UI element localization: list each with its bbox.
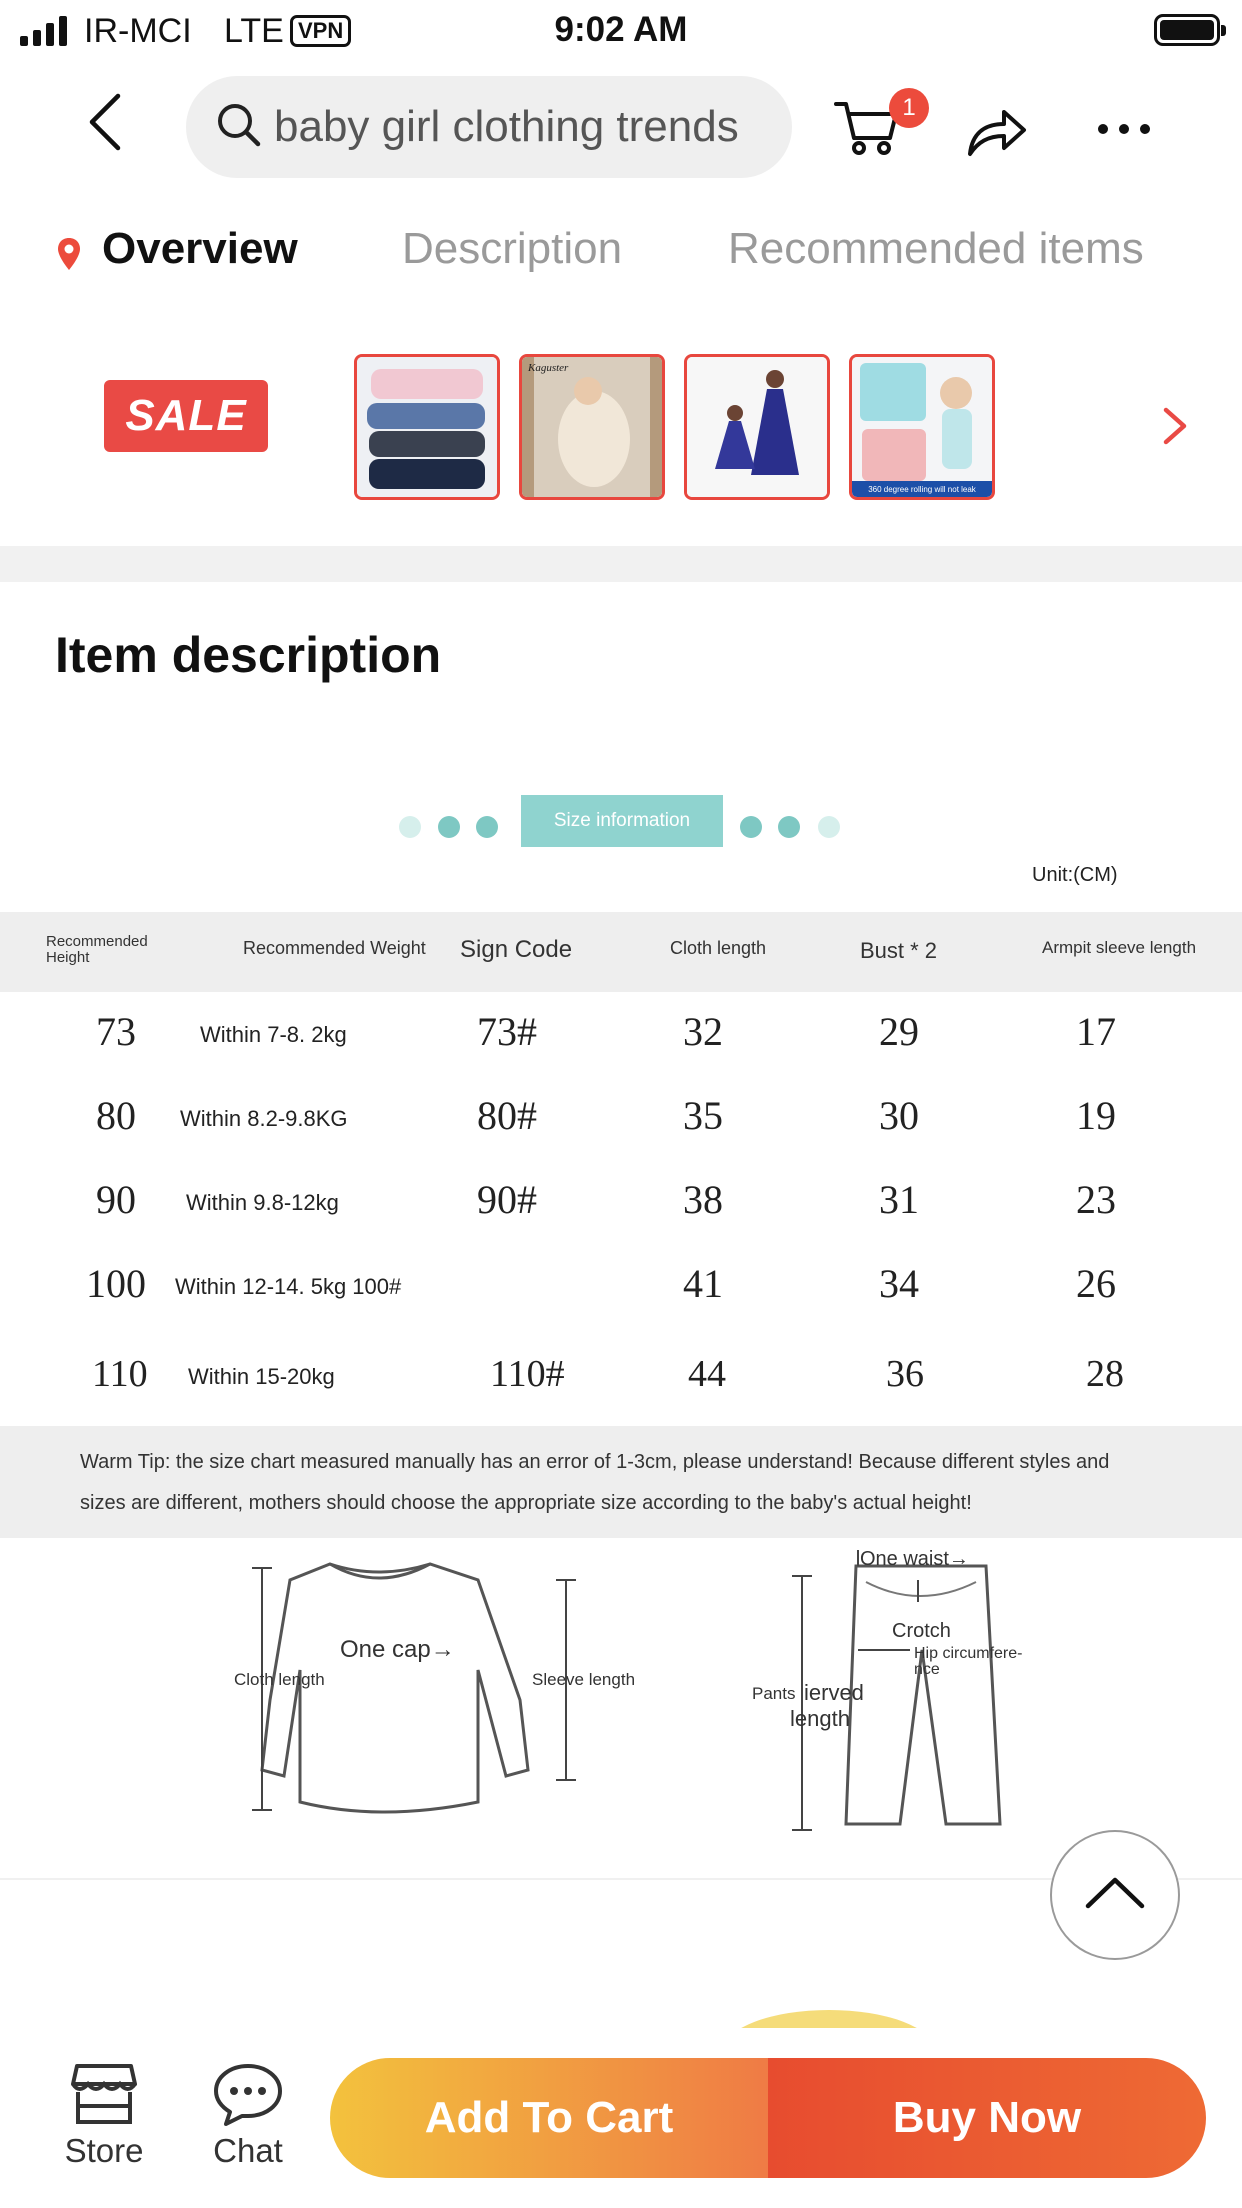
section-separator xyxy=(0,546,1242,582)
diagram-label: ierved xyxy=(804,1680,864,1705)
diagram-label: Sleeve length xyxy=(532,1670,636,1689)
svg-text:360 degree rolling will not le: 360 degree rolling will not leak xyxy=(868,485,976,494)
warm-tip-text: Warm Tip: the size chart measured manually has an error of 1-3cm, please understand! Because different styles and sizes are different, mothers should choose the appropriate size according to the baby's actual height! xyxy=(80,1451,1110,1514)
buy-now-button[interactable]: Buy Now xyxy=(768,2058,1206,2178)
header-bust: Bust * 2 xyxy=(860,938,938,963)
size-information-badge: Size information xyxy=(521,795,723,847)
share-button[interactable] xyxy=(964,100,1028,164)
size-chart-image xyxy=(0,740,1242,1880)
store-button[interactable] xyxy=(56,2062,152,2170)
baby-pants-thumbnail xyxy=(852,357,992,497)
network-type: LTE xyxy=(224,12,284,50)
section-title: Item description xyxy=(55,627,442,683)
diagram-label: One cap→ xyxy=(340,1636,455,1663)
tab-recommended-items[interactable]: Recommended items xyxy=(728,224,1144,273)
header-sign-code: Sign Code xyxy=(460,936,573,963)
table-row: 100 Within 12-14. 5kg 100# 41 34 26 xyxy=(86,1261,1116,1306)
chat-label: Chat xyxy=(213,2132,283,2169)
unit-label: Unit:(CM) xyxy=(1032,864,1118,886)
table-row: 73 Within 7-8. 2kg 73# 32 29 17 xyxy=(96,1009,1116,1054)
diagram-label: Hip circumfere-nce xyxy=(914,1645,1023,1678)
tab-description[interactable]: Description xyxy=(402,224,623,273)
sweater-diagram-icon xyxy=(0,1540,1242,1860)
thumbnail-baby-pants[interactable] xyxy=(849,354,995,500)
top-navigation xyxy=(0,70,1242,182)
diagram-label: length xyxy=(790,1706,850,1731)
table-row: 80 Within 8.2-9.8KG 80# 35 30 19 xyxy=(96,1093,1116,1138)
chat-button[interactable] xyxy=(200,2062,296,2170)
folded-sweaters-thumbnail xyxy=(357,357,497,497)
measurement-diagram xyxy=(0,1540,1242,1860)
header-recommended-weight: Recommended Weight xyxy=(243,938,426,958)
search-input[interactable] xyxy=(274,96,774,158)
purchase-buttons xyxy=(330,2058,1206,2178)
recommendation-strip xyxy=(0,354,1242,504)
store-icon xyxy=(69,2062,139,2126)
vpn-badge: VPN xyxy=(290,15,351,47)
header-cloth-length: Cloth length xyxy=(670,938,767,958)
back-button[interactable] xyxy=(86,92,146,162)
clock: 9:02 AM xyxy=(554,10,688,49)
store-label: Store xyxy=(64,2132,144,2169)
location-pin-icon xyxy=(56,236,82,272)
share-icon xyxy=(964,100,1028,160)
carrier-name: IR-MCI xyxy=(84,12,192,50)
cart-count-badge: 1 xyxy=(889,88,929,128)
battery-icon xyxy=(1154,14,1220,46)
chevron-up-icon xyxy=(1052,1832,1178,1958)
sale-badge[interactable]: SALE xyxy=(104,380,268,452)
more-options-button[interactable] xyxy=(1098,114,1158,144)
more-dot-icon xyxy=(1140,124,1150,134)
chevron-left-icon xyxy=(86,92,126,152)
search-bar[interactable] xyxy=(186,76,792,178)
more-dot-icon xyxy=(1119,124,1129,134)
table-row: 110 Within 15-20kg 110# 44 36 28 xyxy=(92,1353,1124,1395)
section-tabs xyxy=(0,224,1242,284)
thumbnail-matching-dresses[interactable] xyxy=(684,354,830,500)
bottom-action-bar xyxy=(0,2028,1242,2208)
tab-overview[interactable]: Overview xyxy=(102,224,298,273)
diagram-label: Cloth length xyxy=(234,1670,325,1689)
thumbnail-sleeping-bag[interactable] xyxy=(519,354,665,500)
status-bar xyxy=(0,0,1242,62)
header-armpit-sleeve-length: Armpit sleeve length xyxy=(1042,938,1197,957)
diagram-label: Pants xyxy=(752,1684,796,1703)
diagram-label: Crotch xyxy=(892,1620,951,1642)
diagram-label: One waist→ xyxy=(860,1548,969,1570)
chat-icon xyxy=(212,2062,284,2126)
header-recommended-height: Recommended Height xyxy=(46,933,148,966)
table-row: 90 Within 9.8-12kg 90# 38 31 23 xyxy=(96,1177,1116,1222)
strip-next-button[interactable] xyxy=(1160,404,1200,454)
svg-text:Kaguster: Kaguster xyxy=(528,362,569,374)
add-to-cart-button[interactable]: Add To Cart xyxy=(330,2058,768,2178)
chevron-right-icon xyxy=(1160,404,1190,448)
more-dot-icon xyxy=(1098,124,1108,134)
thumbnail-folded-sweaters[interactable] xyxy=(354,354,500,500)
mother-daughter-dress-thumbnail xyxy=(687,357,827,497)
scroll-to-top-button[interactable] xyxy=(1050,1830,1180,1960)
search-icon xyxy=(216,102,262,148)
baby-sleeping-bag-thumbnail xyxy=(522,357,662,497)
